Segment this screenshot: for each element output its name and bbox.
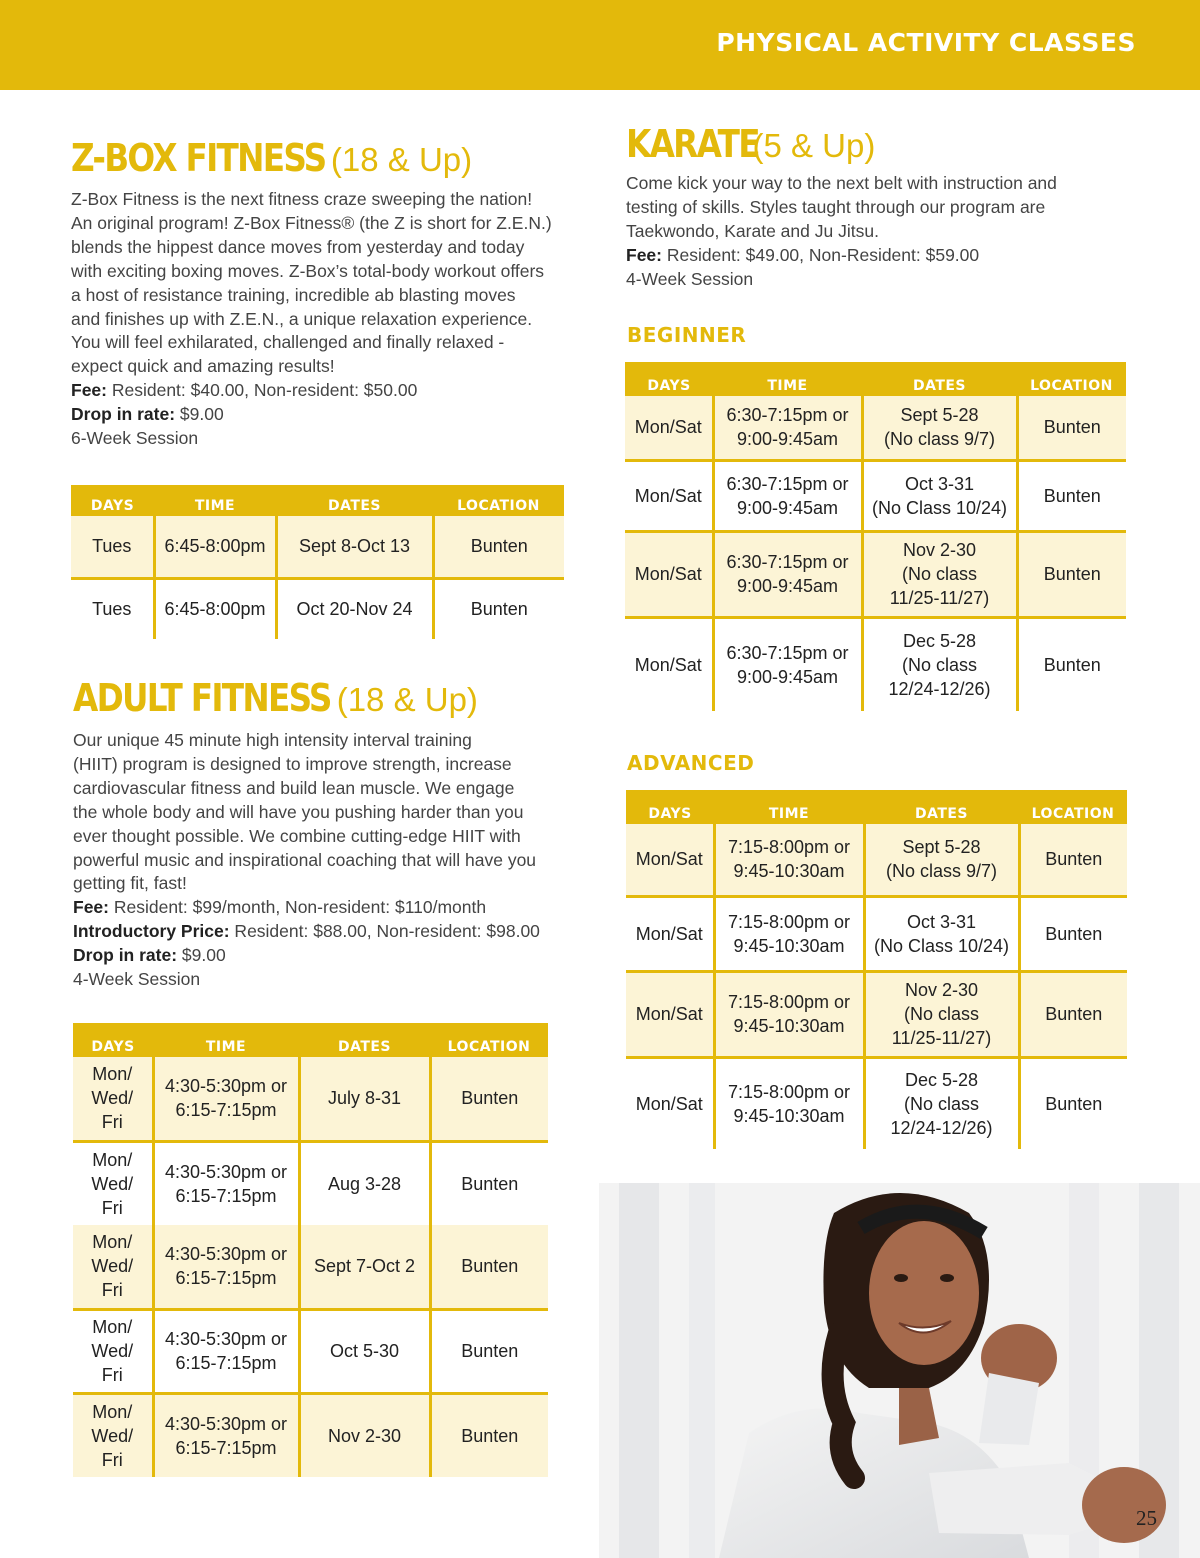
cell-time: 4:30-5:30pm or 6:15-7:15pm xyxy=(153,1309,299,1393)
zbox-line: expect quick and amazing results! xyxy=(71,356,335,377)
beginner-title: BEGINNER xyxy=(627,323,747,347)
advanced-schedule-table xyxy=(626,790,1127,1149)
cell-time: 7:15-8:00pm or 9:45-10:30am xyxy=(714,824,864,896)
cell-location: Bunten xyxy=(430,1393,548,1477)
cell-dates: July 8-31 xyxy=(299,1057,430,1141)
adult-line: the whole body and will have you pushing harder than you xyxy=(73,801,524,822)
adult-line: powerful music and inspirational coaching that will have you xyxy=(73,849,537,870)
karate-line: Taekwondo, Karate and Ju Jitsu. xyxy=(626,220,879,241)
cell-days: Mon/Sat xyxy=(634,654,702,675)
cell-time: 6:30-7:15pm or 9:00-9:45am xyxy=(713,460,862,531)
cell-time: 6:30-7:15pm or 9:00-9:45am xyxy=(713,617,862,711)
cell-location: Bunten xyxy=(430,1057,548,1141)
cell-time: 6:30-7:15pm or 9:00-9:45am xyxy=(713,531,862,617)
adult-dropin-label: Drop in rate: xyxy=(73,945,178,966)
adult-line: cardiovascular fitness and build lean muscle. We engage xyxy=(73,777,515,798)
cell-location: Bunten xyxy=(1017,531,1126,617)
table-row xyxy=(73,1225,548,1309)
adult-line: getting fit, fast! xyxy=(73,873,187,894)
header-location: LOCATION xyxy=(430,1023,548,1057)
zbox-section xyxy=(71,136,571,451)
adult-title-age: (18 & Up) xyxy=(336,681,478,718)
table-header-row xyxy=(71,485,564,516)
table-row xyxy=(626,971,1127,1057)
header-time: TIME xyxy=(153,1023,299,1057)
cell-dates: Nov 2-30 (No class 11/25-11/27) xyxy=(862,531,1017,617)
cell-days: Mon/ Wed/ Fri xyxy=(73,1393,153,1477)
header-location: LOCATION xyxy=(1019,790,1127,824)
cell-location: Bunten xyxy=(1019,1057,1127,1149)
cell-location: Bunten xyxy=(430,1309,548,1393)
adult-line: Our unique 45 minute high intensity interval training xyxy=(73,730,472,750)
zbox-description xyxy=(71,188,571,451)
cell-dates: Oct 5-30 xyxy=(299,1309,430,1393)
header-time: TIME xyxy=(154,485,276,516)
adult-title-name: ADULT FITNESS xyxy=(73,676,331,720)
karate-description xyxy=(626,172,1146,292)
cell-location: Bunten xyxy=(1019,971,1127,1057)
cell-location: Bunten xyxy=(1017,396,1126,460)
header-days: DAYS xyxy=(73,1023,153,1057)
header-days: DAYS xyxy=(626,790,714,824)
cell-location: Bunten xyxy=(1017,617,1126,711)
cell-days: Mon/Sat xyxy=(626,971,714,1057)
cell-time: 4:30-5:30pm or 6:15-7:15pm xyxy=(153,1225,299,1309)
table-row xyxy=(625,617,1126,711)
karate-session: 4-Week Session xyxy=(626,268,754,289)
header-time: TIME xyxy=(714,790,864,824)
header-dates: DATES xyxy=(864,790,1019,824)
adult-fee xyxy=(73,896,573,920)
cell-days: Mon/Sat xyxy=(625,460,713,531)
header-location: LOCATION xyxy=(1017,362,1126,396)
table-header-row xyxy=(625,362,1126,396)
zbox-dropin-label: Drop in rate: xyxy=(71,404,176,425)
cell-location: Bunten xyxy=(430,1225,548,1309)
cell-time: 4:30-5:30pm or 6:15-7:15pm xyxy=(153,1141,299,1225)
cell-time: 4:30-5:30pm or 6:15-7:15pm xyxy=(153,1057,299,1141)
karate-section xyxy=(626,122,1146,292)
header-location: LOCATION xyxy=(433,485,564,516)
adult-dropin xyxy=(73,944,573,968)
table-row xyxy=(626,824,1127,896)
cell-location: Bunten xyxy=(1019,896,1127,971)
cell-dates: Sept 5-28 (No class 9/7) xyxy=(864,824,1019,896)
karate-girl-photo xyxy=(599,1183,1200,1558)
table-header-row xyxy=(73,1023,548,1057)
adult-intro xyxy=(73,920,573,944)
adult-session: 4-Week Session xyxy=(73,969,201,990)
adult-line: (HIIT) program is designed to improve strength, increase xyxy=(73,753,512,774)
header-dates: DATES xyxy=(276,485,433,516)
cell-days: Tues xyxy=(92,599,132,620)
adult-description xyxy=(73,729,573,992)
table-row xyxy=(626,1057,1127,1149)
advanced-title: ADVANCED xyxy=(627,751,755,775)
cell-days: Mon/Sat xyxy=(635,1093,703,1114)
cell-dates: Nov 2-30 (No class 11/25-11/27) xyxy=(864,971,1019,1057)
adult-title xyxy=(73,676,573,720)
cell-time: 4:30-5:30pm or 6:15-7:15pm xyxy=(153,1393,299,1477)
adult-fee-value: Resident: $99/month, Non-resident: $110/month xyxy=(108,897,487,918)
zbox-title-age: (18 & Up) xyxy=(330,141,473,178)
cell-time: 7:15-8:00pm or 9:45-10:30am xyxy=(714,971,864,1057)
table-row xyxy=(625,531,1126,617)
karate-title xyxy=(626,122,1146,166)
cell-location: Bunten xyxy=(433,516,564,578)
zbox-line: blends the hippest dance moves from yesterday and today xyxy=(71,236,525,257)
cell-time: 7:15-8:00pm or 9:45-10:30am xyxy=(714,896,864,971)
cell-dates: Oct 3-31 (No Class 10/24) xyxy=(864,896,1019,971)
zbox-line: with exciting boxing moves. Z-Box’s total-body workout offers xyxy=(71,260,545,281)
cell-days: Tues xyxy=(71,516,154,578)
cell-location: Bunten xyxy=(430,1141,548,1225)
karate-title-name: KARATE xyxy=(626,122,759,166)
table-row xyxy=(71,578,564,639)
page-title: PHYSICAL ACTIVITY CLASSES xyxy=(716,28,1136,57)
karate-girl-illustration xyxy=(599,1183,1200,1558)
zbox-fee xyxy=(71,379,571,403)
zbox-fee-value: Resident: $40.00, Non-resident: $50.00 xyxy=(106,380,418,401)
karate-line: testing of skills. Styles taught through our program are xyxy=(626,196,1046,217)
table-header-row xyxy=(626,790,1127,824)
zbox-title-name: Z-BOX FITNESS xyxy=(71,136,326,180)
cell-location: Bunten xyxy=(1019,824,1127,896)
cell-time: 6:30-7:15pm or 9:00-9:45am xyxy=(713,396,862,460)
zbox-line: An original program! Z-Box Fitness® (the Z is short for Z.E.N.) xyxy=(71,212,552,233)
zbox-line: You will feel exhilarated, challenged and finally relaxed - xyxy=(71,332,505,353)
cell-days: Mon/ Wed/ Fri xyxy=(91,1149,134,1218)
table-row xyxy=(625,396,1126,460)
adult-intro-value: Resident: $88.00, Non-resident: $98.00 xyxy=(229,921,540,942)
table-row xyxy=(73,1057,548,1141)
header-dates: DATES xyxy=(862,362,1017,396)
cell-time: 7:15-8:00pm or 9:45-10:30am xyxy=(714,1057,864,1149)
cell-days: Mon/ Wed/ Fri xyxy=(73,1225,153,1309)
cell-dates: Sept 7-Oct 2 xyxy=(299,1225,430,1309)
table-row xyxy=(73,1309,548,1393)
cell-location: Bunten xyxy=(1017,460,1126,531)
cell-dates: Sept 8-Oct 13 xyxy=(276,516,433,578)
cell-days: Mon/Sat xyxy=(625,396,713,460)
adult-schedule-table xyxy=(73,1023,548,1477)
cell-dates: Nov 2-30 xyxy=(299,1393,430,1477)
karate-title-age: (5 & Up) xyxy=(752,127,876,164)
table-row xyxy=(73,1393,548,1477)
zbox-session: 6-Week Session xyxy=(71,428,199,449)
karate-fee-label: Fee: xyxy=(626,244,662,265)
cell-days: Mon/Sat xyxy=(626,896,714,971)
karate-line: Come kick your way to the next belt with instruction and xyxy=(626,173,1057,193)
cell-dates: Aug 3-28 xyxy=(299,1141,430,1225)
zbox-line: Z-Box Fitness is the next fitness craze sweeping the nation! xyxy=(71,189,533,209)
adult-section xyxy=(73,676,573,992)
cell-dates: Dec 5-28 (No class 12/24-12/26) xyxy=(862,617,1017,711)
header-days: DAYS xyxy=(625,362,713,396)
zbox-dropin xyxy=(71,403,571,427)
zbox-schedule-table xyxy=(71,485,564,639)
table-row xyxy=(626,896,1127,971)
table-row xyxy=(625,460,1126,531)
header-dates: DATES xyxy=(299,1023,430,1057)
cell-dates: Dec 5-28 (No class 12/24-12/26) xyxy=(864,1057,1019,1149)
zbox-title xyxy=(71,136,571,180)
cell-days: Mon/ Wed/ Fri xyxy=(73,1057,153,1141)
beginner-schedule-table xyxy=(625,362,1126,711)
table-row xyxy=(73,1141,548,1225)
adult-dropin-value: $9.00 xyxy=(177,945,226,966)
zbox-dropin-value: $9.00 xyxy=(175,404,224,425)
cell-location: Bunten xyxy=(433,578,564,639)
header-time: TIME xyxy=(713,362,862,396)
cell-dates: Oct 3-31 (No Class 10/24) xyxy=(862,460,1017,531)
cell-days: Mon/Sat xyxy=(625,531,713,617)
cell-days: Mon/Sat xyxy=(626,824,714,896)
cell-dates: Oct 20-Nov 24 xyxy=(276,578,433,639)
header-days: DAYS xyxy=(71,485,154,516)
page-number: 25 xyxy=(1136,1506,1157,1530)
adult-line: ever thought possible. We combine cutting-edge HIIT with xyxy=(73,825,521,846)
cell-time: 6:45-8:00pm xyxy=(154,516,276,578)
cell-time: 6:45-8:00pm xyxy=(154,578,276,639)
zbox-line: a host of resistance training, incredible ab blasting moves xyxy=(71,284,516,305)
table-row xyxy=(71,516,564,578)
cell-days: Mon/ Wed/ Fri xyxy=(73,1309,153,1393)
karate-fee xyxy=(626,244,1146,268)
zbox-line: and finishes up with Z.E.N., a unique relaxation experience. xyxy=(71,308,533,329)
cell-dates: Sept 5-28 (No class 9/7) xyxy=(862,396,1017,460)
header-bar xyxy=(0,0,1200,90)
adult-fee-label: Fee: xyxy=(73,897,109,918)
adult-intro-label: Introductory Price: xyxy=(73,921,230,942)
karate-fee-value: Resident: $49.00, Non-Resident: $59.00 xyxy=(661,244,980,265)
zbox-fee-label: Fee: xyxy=(71,380,107,401)
